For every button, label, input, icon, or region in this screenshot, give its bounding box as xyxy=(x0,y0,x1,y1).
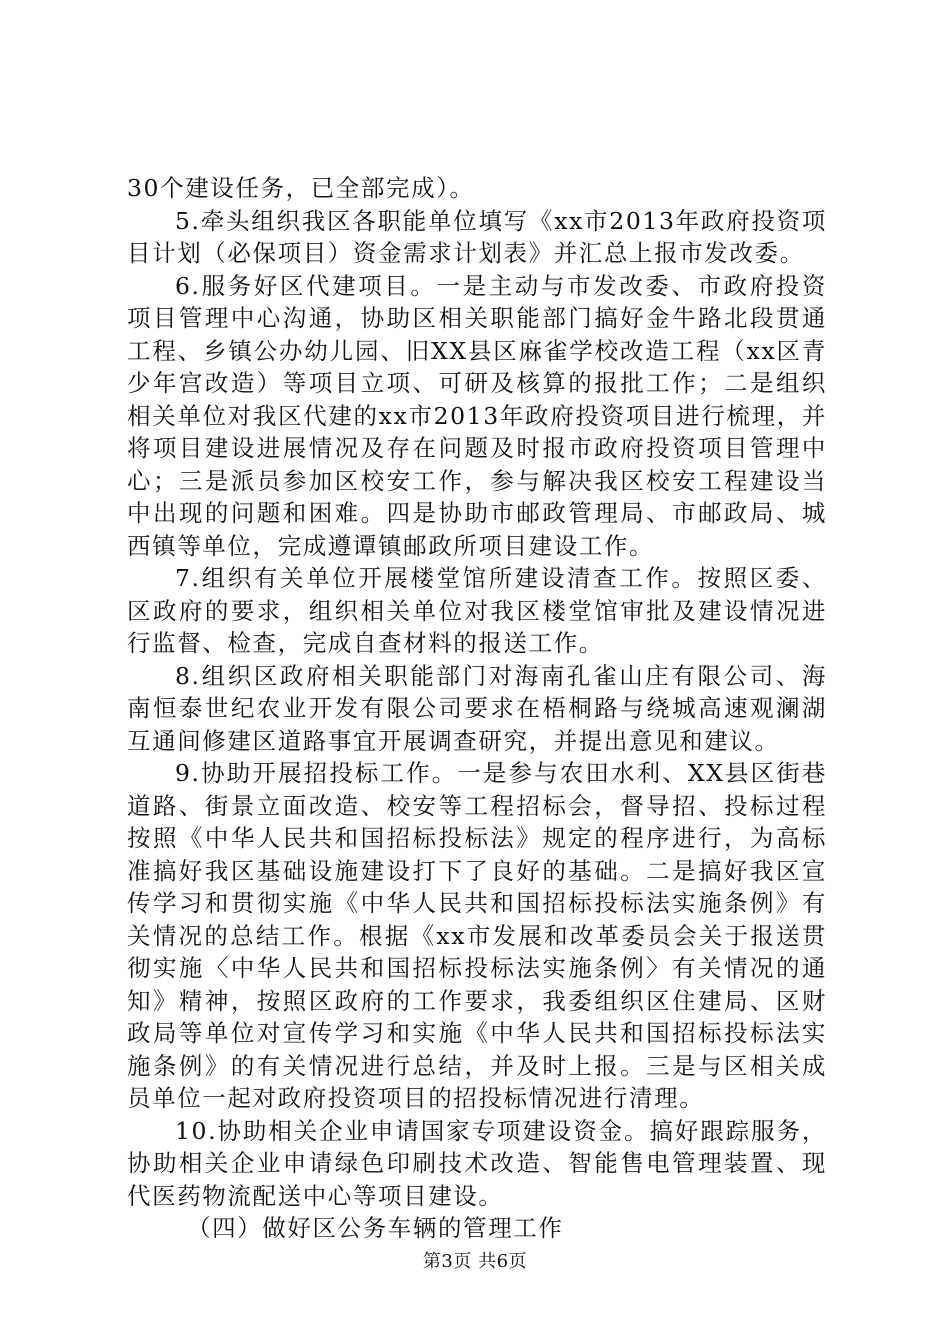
paragraph-item-9: 9.协助开展招投标工作。一是参与农田水利、XX县区街巷道路、街景立面改造、校安等工程招标会，督导招、投标过程按照《中华人民共和国招标投标法》规定的程序进行，为高标准搞好我区基础设施建设打下了良好的基础。二是搞好我区宣传学习和贯彻实施《中华人民共和国招标投标法实施条例》有关情况的总结工作。根据《xx市发展和改革委员会关于报送贯彻实施〈中华人民共和国招标投标法实施条例〉有关情况的通知》精神，按照区政府的工作要求，我委组织区住建局、区财政局等单位对宣传学习和实施《中华人民共和国招标投标法实施条例》的有关情况进行总结，并及时上报。三是与区相关成员单位一起对政府投资项目的招投标情况进行清理。 xyxy=(127,759,827,1112)
paragraph-item-5: 5.牵头组织我区各职能单位填写《xx市2013年政府投资项目计划（必保项目）资金需求计划表》并汇总上报市发改委。 xyxy=(127,206,827,267)
page-number: 第3页 共6页 xyxy=(422,1251,528,1272)
paragraph-item-6: 6.服务好区代建项目。一是主动与市发改委、市政府投资项目管理中心沟通，协助区相关职能部门搞好金牛路北段贯通工程、乡镇公办幼儿园、旧XX县区麻雀学校改造工程（xx区青少年宫改造）等项目立项、可研及核算的报批工作；二是组织相关单位对我区代建的xx市2013年政府投资项目进行梳理，并将项目建设进展情况及存在问题及时报市政府投资项目管理中心；三是派员参加区校安工作，参与解决我区校安工程建设当中出现的问题和困难。四是协助市邮政管理局、市邮政局、城西镇等单位，完成遵谭镇邮政所项目建设工作。 xyxy=(127,271,827,560)
document-body xyxy=(127,172,827,1245)
paragraph-item-10: 10.协助相关企业申请国家专项建设资金。搞好跟踪服务，协助相关企业申请绿色印刷技术改造、智能售电管理装置、现代医药物流配送中心等项目建设。 xyxy=(127,1116,827,1210)
paragraph-continuation: 30个建设任务，已全部完成）。 xyxy=(127,174,475,202)
section-heading: （四）做好区公务车辆的管理工作 xyxy=(187,1214,564,1242)
paragraph-item-8: 8.组织区政府相关职能部门对海南孔雀山庄有限公司、海南恒泰世纪农业开发有限公司要求在梧桐路与绕城高速观澜湖互通间修建区道路事宜开展调查研究，并提出意见和建议。 xyxy=(127,661,827,755)
paragraph-item-7: 7.组织有关单位开展楼堂馆所建设清查工作。按照区委、区政府的要求，组织相关单位对我区楼堂馆审批及建设情况进行监督、检查，完成自查材料的报送工作。 xyxy=(127,564,827,657)
